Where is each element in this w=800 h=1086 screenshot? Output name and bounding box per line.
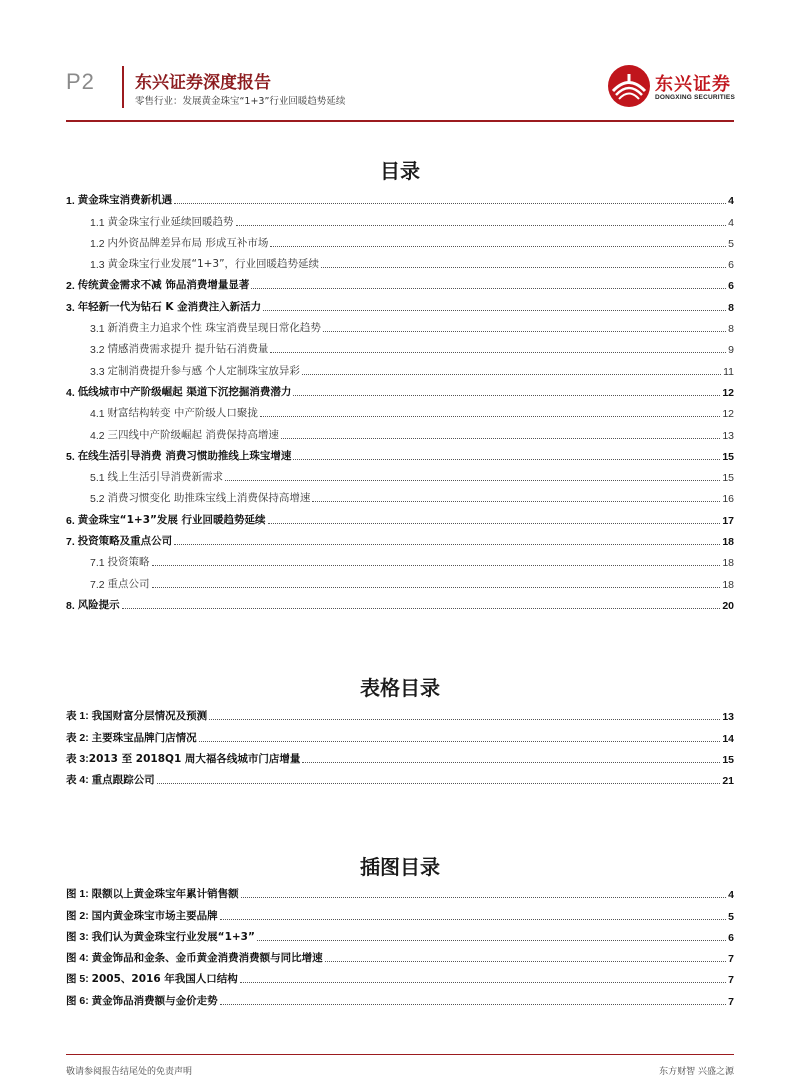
logo-text-en: DONGXING SECURITIES — [655, 94, 736, 101]
toc-entry-page: 9 — [728, 344, 734, 357]
figure-list — [66, 880, 734, 1008]
toc-entry-text: 风险提示 — [77, 598, 120, 611]
table-entry-number: 表 4: — [66, 774, 92, 787]
dot-leader — [323, 331, 726, 332]
dot-leader — [220, 919, 726, 920]
toc-entry-text: 传统黄金需求不减 饰品消费增量显著 — [77, 279, 250, 292]
toc-entry-page: 8 — [728, 323, 734, 336]
toc-entry[interactable] — [66, 229, 734, 250]
toc-entry[interactable] — [66, 207, 734, 228]
toc-entry-text: 情感消费需求提升 提升钻石消费量 — [107, 343, 269, 356]
figure-entry-text: 我们认为黄金珠宝行业发展“1+3” — [91, 930, 255, 943]
table-entry-number: 表 3: — [66, 752, 89, 765]
figure-entry-number: 图 6: — [66, 994, 92, 1007]
toc-entry-page: 18 — [722, 536, 734, 549]
figure-entry-text: 国内黄金珠宝市场主要品牌 — [91, 909, 218, 922]
toc-entry[interactable] — [66, 569, 734, 590]
toc-entry-page: 20 — [722, 599, 734, 612]
toc-entry[interactable] — [66, 527, 734, 548]
toc-entry-number: 7.1 — [90, 557, 108, 570]
toc-entry-page: 5 — [728, 237, 734, 250]
dot-leader — [321, 267, 726, 268]
company-logo — [607, 64, 737, 108]
figure-entry-number: 图 5: — [66, 973, 92, 986]
header-divider — [122, 66, 124, 108]
toc-entry[interactable] — [66, 186, 734, 207]
table-entry-page: 13 — [722, 711, 734, 724]
page-number: P2 — [66, 69, 95, 94]
toc-entry-page: 15 — [722, 450, 734, 463]
toc-entry-page: 15 — [722, 472, 734, 485]
figure-list-title: 插图目录 — [360, 855, 440, 879]
toc-entry-page: 18 — [722, 557, 734, 570]
footer-disclaimer: 敬请参阅报告结尾处的免责声明 — [66, 1067, 193, 1077]
figure-entry-text: 黄金饰品消费额与金价走势 — [91, 994, 218, 1007]
figure-entry-number: 图 2: — [66, 909, 92, 922]
dot-leader — [270, 352, 726, 353]
toc-entry-number: 3.1 — [90, 323, 108, 336]
figure-entry[interactable] — [66, 901, 734, 922]
figure-entry-page: 7 — [728, 953, 734, 966]
figure-entry[interactable] — [66, 880, 734, 901]
toc-entry[interactable] — [66, 420, 734, 441]
table-entry-page: 14 — [722, 732, 734, 745]
dot-leader — [241, 897, 726, 898]
header-rule — [66, 120, 734, 122]
toc-entry-text: 黄金珠宝行业发展“1+3”，行业回暖趋势延续 — [107, 258, 320, 271]
figure-entry-page: 5 — [728, 910, 734, 923]
figure-entry-page: 4 — [728, 889, 734, 902]
table-list-title: 表格目录 — [360, 676, 440, 700]
toc-entry[interactable] — [66, 250, 734, 271]
report-subtitle: 零售行业：发展黄金珠宝“1+3”行业回暖趋势延续 — [135, 96, 346, 107]
dot-leader — [209, 719, 720, 720]
footer-rule — [66, 1054, 734, 1055]
dot-leader — [312, 501, 720, 502]
toc-entry-text: 重点公司 — [107, 577, 150, 590]
dot-leader — [260, 416, 720, 417]
toc-entry-text: 定制消费提升参与感 个人定制珠宝放异彩 — [107, 364, 300, 377]
toc-entry-number: 4. — [66, 386, 78, 399]
toc-entry-page: 6 — [728, 280, 734, 293]
footer-slogan: 东方财智 兴盛之源 — [659, 1067, 734, 1077]
toc-entry-text: 低线城市中产阶级崛起 渠道下沉挖掘消费潜力 — [77, 385, 292, 398]
toc-entry[interactable] — [66, 463, 734, 484]
toc-entry-text: 线上生活引导消费新需求 — [107, 471, 224, 484]
dot-leader — [236, 225, 727, 226]
toc-entry[interactable] — [66, 505, 734, 526]
figure-entry[interactable] — [66, 986, 734, 1007]
dot-leader — [268, 523, 721, 524]
table-entry-text: 重点跟踪公司 — [91, 774, 155, 787]
figure-entry-page: 7 — [728, 974, 734, 987]
toc-entry-text: 黄金珠宝消费新机遇 — [77, 194, 173, 207]
toc-entry-number: 1.1 — [90, 216, 108, 229]
dot-leader — [152, 565, 721, 566]
figure-entry-page: 7 — [728, 995, 734, 1008]
toc-entry-page: 4 — [728, 216, 734, 229]
dot-leader — [174, 203, 726, 204]
figure-entry-text: 限额以上黄金珠宝年累计销售额 — [91, 888, 239, 901]
toc-entry-text: 黄金珠宝行业延续回暖趋势 — [107, 215, 234, 228]
toc-entry-page: 11 — [723, 365, 734, 378]
toc-entry-page: 13 — [722, 429, 734, 442]
toc-entry-page: 6 — [728, 259, 734, 272]
toc-entry[interactable] — [66, 548, 734, 569]
toc-entry[interactable] — [66, 378, 734, 399]
toc-entry-number: 8. — [66, 599, 78, 612]
report-title: 东兴证券深度报告 — [135, 73, 271, 93]
toc-entry-text: 年轻新一代为钻石 K 金消费注入新活力 — [77, 300, 262, 313]
toc-entry-number: 4.2 — [90, 429, 108, 442]
toc-entry-text: 内外资品牌差异布局 形成互补市场 — [107, 236, 269, 249]
figure-entry-number: 图 4: — [66, 952, 92, 965]
table-entry[interactable] — [66, 702, 734, 723]
dot-leader — [293, 459, 720, 460]
dot-leader — [240, 982, 726, 983]
table-entry-text: 2013 至 2018Q1 周大福各线城市门店增量 — [88, 752, 301, 765]
table-entry-text: 我国财富分层情况及预测 — [91, 710, 208, 723]
toc-entry[interactable] — [66, 591, 734, 612]
toc-entry-number: 3. — [66, 301, 78, 314]
toc-entry-number: 1. — [66, 195, 78, 208]
toc-entry-number: 6. — [66, 514, 78, 527]
toc-entry-page: 12 — [722, 408, 734, 421]
figure-entry[interactable] — [66, 923, 734, 944]
table-of-contents — [66, 186, 734, 612]
toc-entry[interactable] — [66, 484, 734, 505]
toc-entry-text: 三四线中产阶级崛起 消费保持高增速 — [107, 428, 279, 441]
dot-leader — [220, 1004, 726, 1005]
toc-entry[interactable] — [66, 314, 734, 335]
toc-entry[interactable] — [66, 442, 734, 463]
page-header — [0, 0, 800, 122]
toc-entry-number: 4.1 — [90, 408, 108, 421]
toc-entry-text: 消费习惯变化 助推珠宝线上消费保持高增速 — [107, 492, 311, 505]
table-entry-text: 主要珠宝品牌门店情况 — [91, 731, 197, 744]
table-entry-page: 15 — [722, 753, 734, 766]
toc-entry[interactable] — [66, 292, 734, 313]
toc-entry-text: 投资策略 — [107, 556, 150, 569]
toc-entry[interactable] — [66, 399, 734, 420]
figure-entry[interactable] — [66, 944, 734, 965]
dot-leader — [225, 480, 720, 481]
toc-entry-number: 1.2 — [90, 237, 108, 250]
dot-leader — [281, 438, 720, 439]
toc-entry-number: 5.2 — [90, 493, 108, 506]
toc-entry-page: 16 — [722, 493, 734, 506]
dot-leader — [302, 374, 721, 375]
dongxing-logo-icon — [607, 64, 651, 108]
figure-entry-number: 图 1: — [66, 888, 92, 901]
dot-leader — [302, 762, 720, 763]
dot-leader — [293, 395, 720, 396]
figure-entry[interactable] — [66, 965, 734, 986]
table-entry-number: 表 1: — [66, 710, 92, 723]
dot-leader — [325, 961, 726, 962]
toc-entry-number: 5.1 — [90, 472, 108, 485]
figure-entry-number: 图 3: — [66, 930, 92, 943]
toc-entry-text: 新消费主力追求个性 珠宝消费呈现日常化趋势 — [107, 322, 321, 335]
figure-entry-page: 6 — [728, 931, 734, 944]
toc-entry-text: 黄金珠宝“1+3”发展 行业回暖趋势延续 — [77, 513, 266, 526]
dot-leader — [152, 587, 721, 588]
toc-entry-number: 1.3 — [90, 259, 108, 272]
figure-entry-text: 2005、2016 年我国人口结构 — [91, 973, 238, 986]
dot-leader — [122, 608, 721, 609]
dot-leader — [270, 246, 726, 247]
table-entry[interactable] — [66, 745, 734, 766]
toc-entry-number: 3.2 — [90, 344, 108, 357]
toc-entry-page: 12 — [722, 386, 734, 399]
dot-leader — [263, 310, 726, 311]
table-entry-number: 表 2: — [66, 731, 92, 744]
dot-leader — [199, 741, 721, 742]
toc-entry-page: 4 — [728, 195, 734, 208]
toc-entry-page: 17 — [722, 514, 734, 527]
toc-entry-text: 投资策略及重点公司 — [77, 535, 173, 548]
dot-leader — [157, 783, 721, 784]
figure-entry-text: 黄金饰品和金条、金币黄金消费消费额与同比增速 — [91, 952, 323, 965]
toc-entry-number: 7.2 — [90, 578, 108, 591]
logo-text-cn: 东兴证券 — [655, 74, 731, 95]
toc-entry-number: 2. — [66, 280, 78, 293]
dot-leader — [251, 288, 726, 289]
table-entry[interactable] — [66, 723, 734, 744]
toc-entry-text: 财富结构转变 中产阶级人口聚拢 — [107, 407, 258, 420]
toc-entry-page: 8 — [728, 301, 734, 314]
toc-entry[interactable] — [66, 356, 734, 377]
toc-entry[interactable] — [66, 335, 734, 356]
toc-entry-number: 3.3 — [90, 365, 108, 378]
toc-title: 目录 — [380, 159, 420, 183]
toc-entry-number: 7. — [66, 536, 78, 549]
toc-entry-page: 18 — [722, 578, 734, 591]
table-entry-page: 21 — [722, 775, 734, 788]
dot-leader — [174, 544, 720, 545]
toc-entry-text: 在线生活引导消费 消费习惯助推线上珠宝增速 — [77, 449, 292, 462]
table-entry[interactable] — [66, 766, 734, 787]
toc-entry[interactable] — [66, 271, 734, 292]
table-list — [66, 702, 734, 787]
toc-entry-number: 5. — [66, 450, 78, 463]
dot-leader — [257, 940, 726, 941]
